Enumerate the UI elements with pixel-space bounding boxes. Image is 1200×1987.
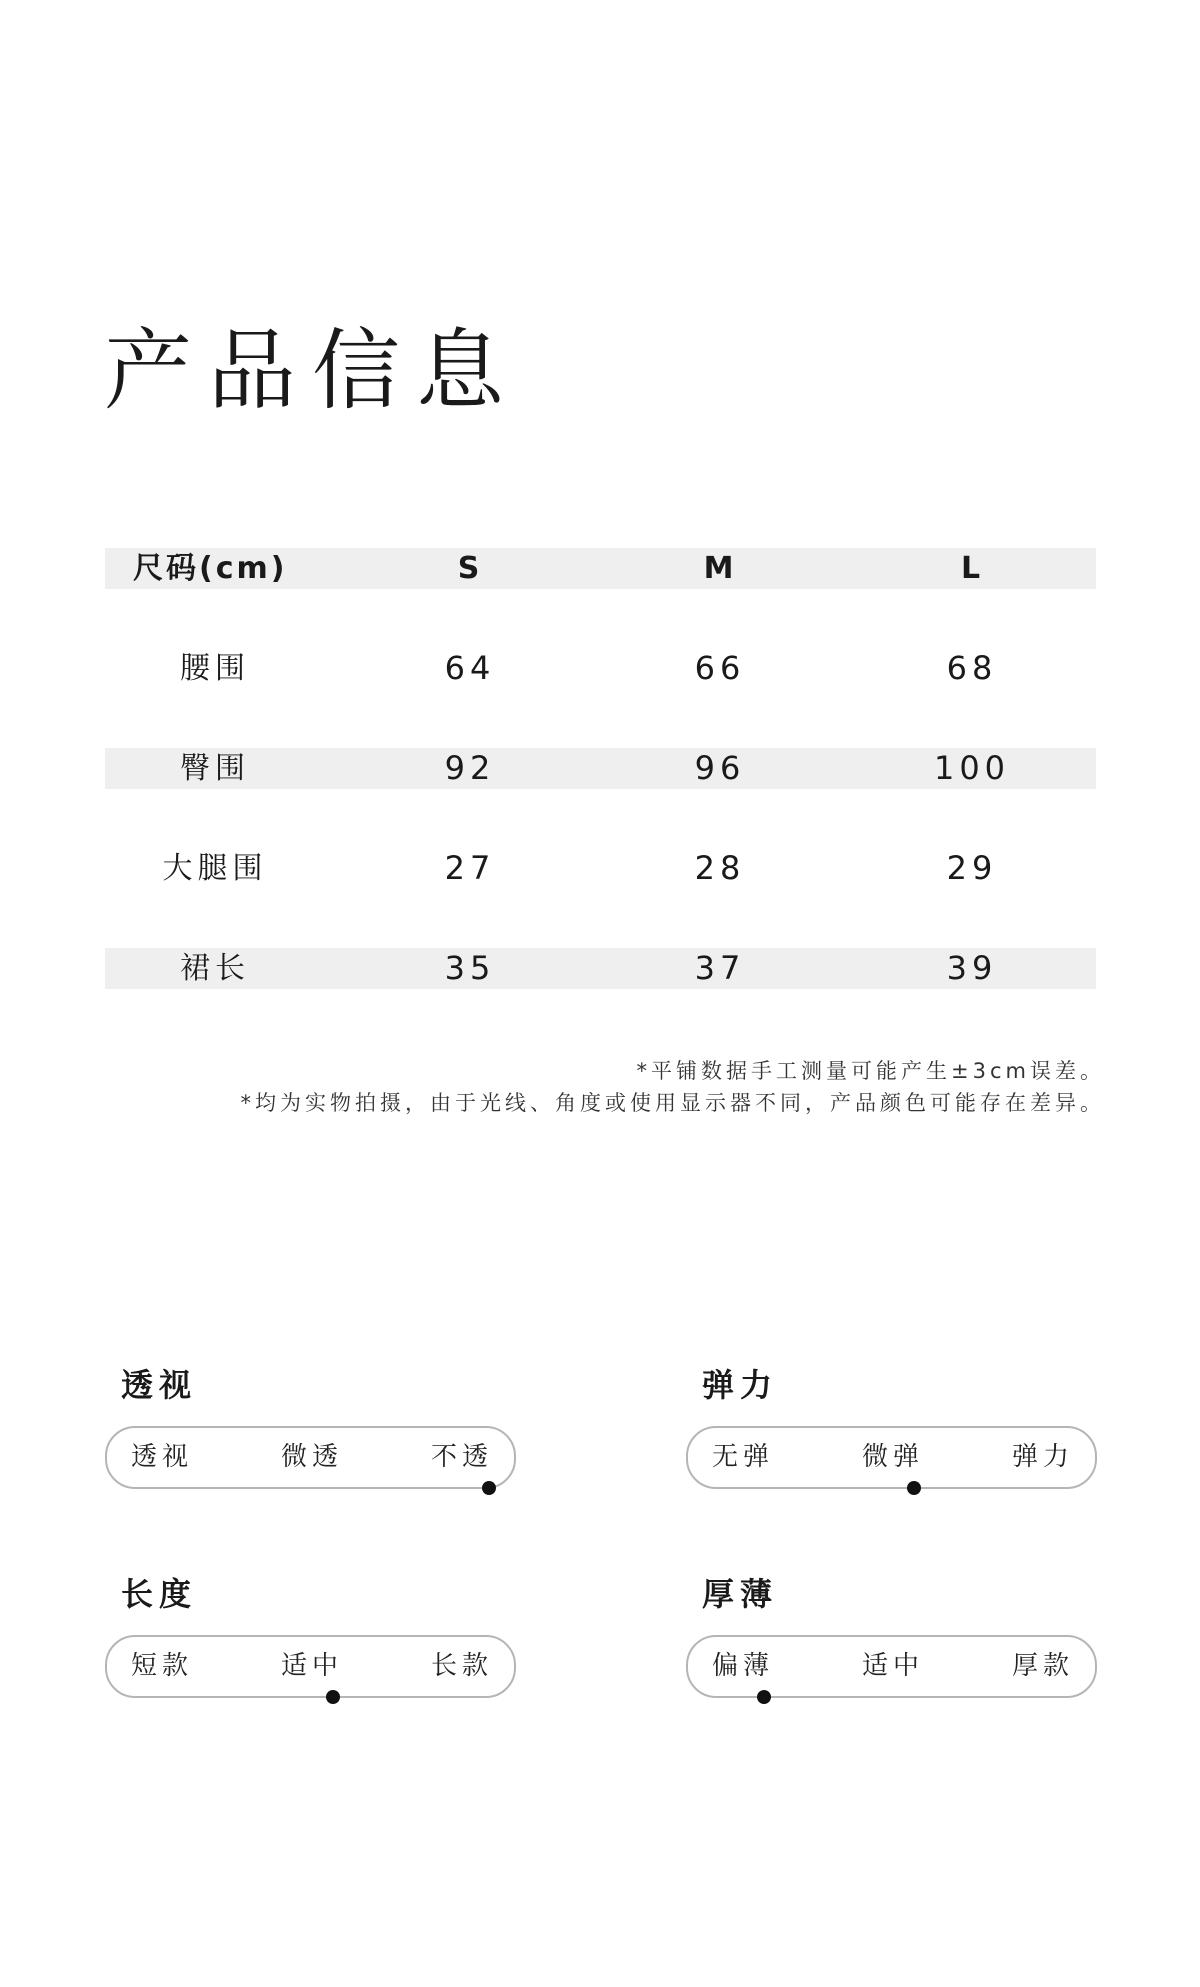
attribute-transparency [105,1360,516,1495]
attribute-title: 透视 [121,1366,198,1404]
value-m: 37 [694,949,746,987]
header-size-m: M [703,551,737,586]
row-label: 裙长 [180,951,250,986]
size-table-header [105,548,1096,589]
attribute-thickness [686,1569,1097,1704]
table-row-hip [105,748,1096,789]
attribute-scale [686,1635,1097,1698]
attribute-title: 长度 [121,1575,198,1613]
value-m: 28 [694,849,746,887]
row-label: 大腿围 [162,851,268,886]
page-title: 产品信息 [104,318,521,422]
scale-option: 微弹 [862,1442,925,1472]
scale-option: 微透 [281,1442,344,1472]
table-row-waist [105,648,1096,689]
header-size-s: S [457,551,483,586]
scale-option: 偏薄 [712,1651,775,1681]
scale-option: 厚款 [1012,1651,1075,1681]
measurement-notes [241,1055,1106,1119]
value-l: 100 [933,749,1011,787]
value-m: 96 [694,749,746,787]
scale-option: 适中 [281,1651,344,1681]
selected-dot-icon [326,1690,340,1704]
selected-dot-icon [907,1481,921,1495]
scale-option: 无弹 [712,1442,775,1472]
value-s: 92 [444,749,496,787]
row-label: 腰围 [180,651,250,686]
selected-dot-icon [482,1481,496,1495]
scale-option: 长款 [431,1651,494,1681]
selected-dot-icon [757,1690,771,1704]
header-size-label: 尺码(cm) [133,551,288,586]
attribute-scale [686,1426,1097,1489]
attribute-length [105,1569,516,1704]
value-l: 29 [946,849,998,887]
table-row-thigh [105,848,1096,889]
scale-option: 适中 [862,1651,925,1681]
attribute-scale [105,1635,516,1698]
note-line: *均为实物拍摄，由于光线、角度或使用显示器不同，产品颜色可能存在差异。 [240,1091,1105,1115]
value-s: 35 [444,949,496,987]
note-line: *平铺数据手工测量可能产生±3cm误差。 [636,1059,1105,1083]
row-label: 臀围 [180,751,250,786]
scale-option: 不透 [431,1442,494,1472]
attribute-scale [105,1426,516,1489]
scale-option: 短款 [131,1651,194,1681]
scale-option: 弹力 [1012,1442,1075,1472]
table-row-skirt-length [105,948,1096,989]
scale-option: 透视 [131,1442,194,1472]
attribute-title: 厚薄 [702,1575,779,1613]
value-m: 66 [694,649,746,687]
value-l: 68 [946,649,998,687]
attribute-title: 弹力 [702,1366,779,1404]
value-l: 39 [946,949,998,987]
header-size-l: L [960,551,984,586]
value-s: 27 [444,849,496,887]
value-s: 64 [444,649,496,687]
attribute-elasticity [686,1360,1097,1495]
